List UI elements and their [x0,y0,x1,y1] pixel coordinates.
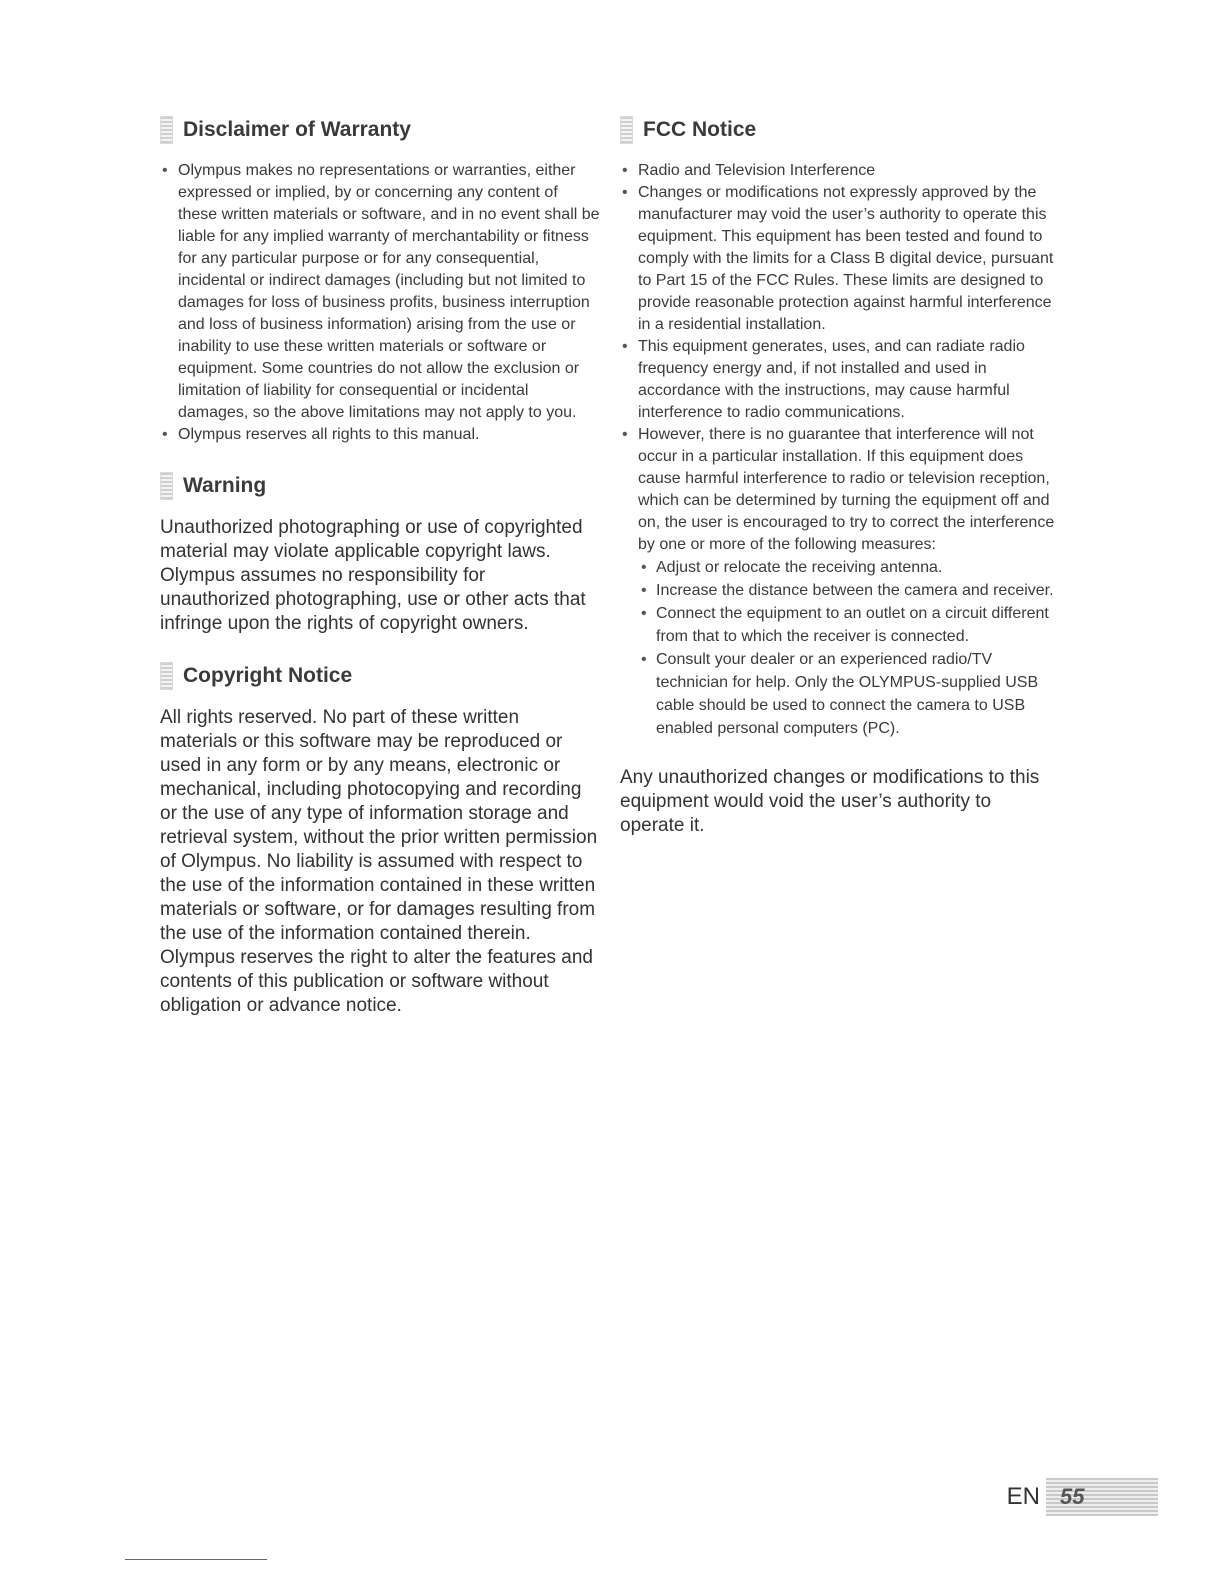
left-column [160,112,600,1018]
warning-heading-text: Warning [183,474,267,497]
fcc-closing: Any unauthorized changes or modifications to this equipment would void the user’s authority to operate it. [620,767,1040,836]
heading-marker-icon [160,472,173,500]
measures-list [638,556,1060,740]
measure-item: • Consult your dealer or an experienced radio/TV technician for help. Only the OLYMPUS-supplied USB cable should be used to connect the camera to USB enabled personal computers (PC). [638,648,1060,740]
bottom-rule [125,1559,267,1560]
list-item-text: However, there is no guarantee that interference will not occur in a particular installation. If this equipment does cause harmful interference to radio or television reception, which can be determined by turning the equipment off and on, the user is encouraged to try to correct the interference by one or more of the following measures: [638,426,1055,553]
disclaimer-list [160,160,600,446]
fcc-heading [620,112,1060,148]
list-item: • This equipment generates, uses, and can radiate radio frequency energy and, if not installed and used in accordance with the instructions, may cause harmful interference to radio communications. [620,336,1060,424]
list-item: • Olympus makes no representations or warranties, either expressed or implied, by or concerning any content of these written materials or software, and in no event shall be liable for any implied warranty of merchantability or fitness for any particular purpose or for any consequential, incidental or indirect damages (including but not limited to damages for loss of business profits, business interruption and loss of business information) arising from the use or inability to use these written materials or software or equipment. Some countries do not allow the exclusion or limitation of liability for consequential or incidental damages, so the above limitations may not apply to you. [160,160,600,424]
heading-marker-icon [160,662,173,690]
copyright-body: All rights reserved. No part of these written materials or this software may be reproduced or used in any form or by any means, electronic or mechanical, including photocopying and recording or the use of any type of information storage and retrieval system, without the prior written permission of Olympus. No liability is assumed with respect to the use of the information contained in these written materials or software, or for damages resulting from the use of the information contained therein. Olympus reserves the right to alter the features and contents of this publication or software without obligation or advance notice. [160,707,598,1016]
page-number: 55 [1046,1478,1158,1516]
page-footer [1007,1476,1158,1518]
warning-heading [160,468,600,504]
copyright-heading [160,658,600,694]
disclaimer-heading [160,112,600,148]
disclaimer-heading-text: Disclaimer of Warranty [183,118,411,141]
list-item [620,424,1060,740]
right-column [620,112,1060,838]
heading-marker-icon [620,116,633,144]
warning-body: Unauthorized photographing or use of copyrighted material may violate applicable copyright laws. Olympus assumes no responsibility for unauthorized photographing, use or other acts that infringe upon the rights of copyright owners. [160,517,586,634]
list-item: • Changes or modifications not expressly approved by the manufacturer may void the user’s authority to operate this equipment. This equipment has been tested and found to comply with the limits for a Class B digital device, pursuant to Part 15 of the FCC Rules. These limits are designed to provide reasonable protection against harmful interference in a residential installation. [620,182,1060,336]
list-item: • Olympus reserves all rights to this manual. [160,424,600,446]
fcc-list [620,160,1060,740]
measure-item: • Adjust or relocate the receiving antenna. [638,556,1060,579]
copyright-heading-text: Copyright Notice [183,664,353,687]
heading-marker-icon [160,116,173,144]
measure-item: • Increase the distance between the camera and receiver. [638,579,1060,602]
language-label: EN [1006,1483,1040,1510]
list-item: • Radio and Television Interference [620,160,1060,182]
measure-item: • Connect the equipment to an outlet on a circuit different from that to which the receiver is connected. [638,602,1060,648]
fcc-heading-text: FCC Notice [643,118,757,141]
